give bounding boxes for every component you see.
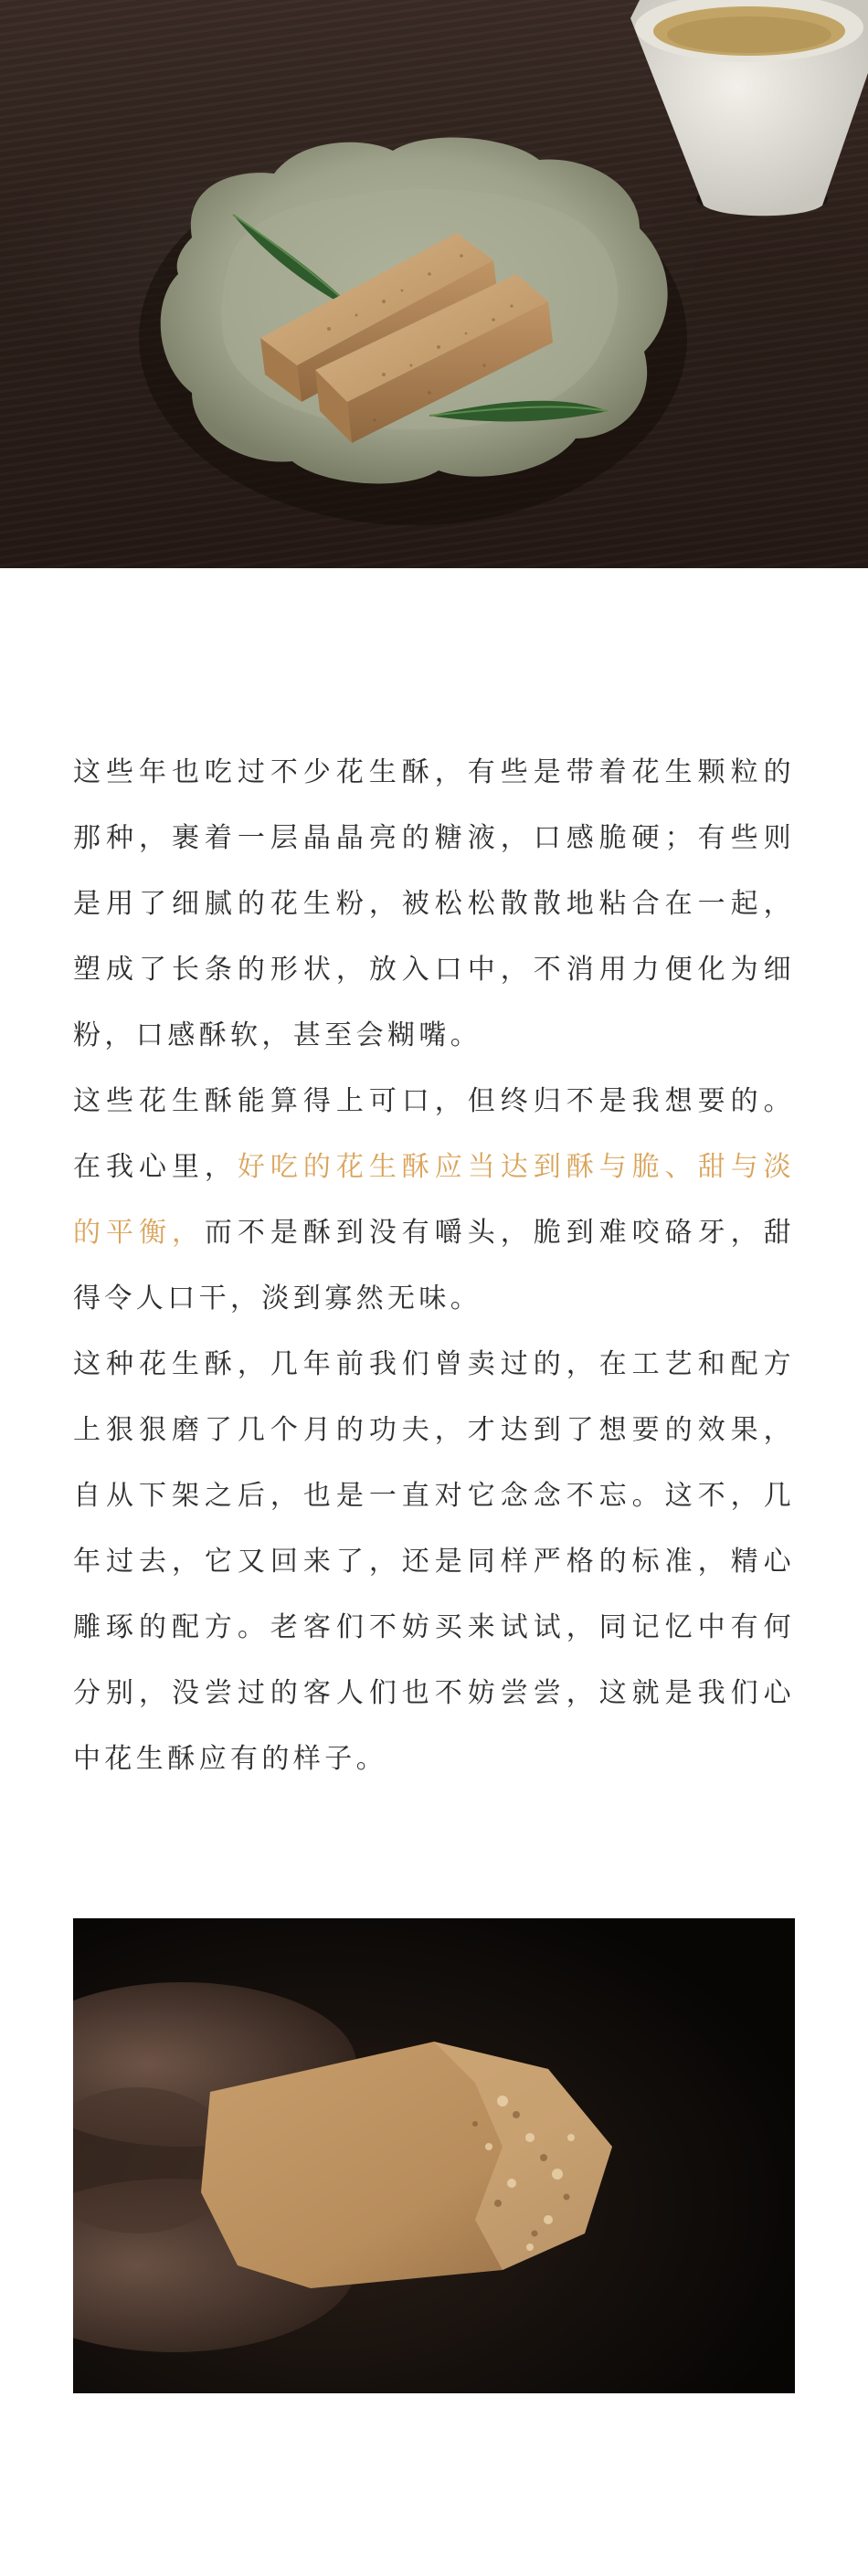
paragraph-2-highlight: 好吃的花生酥应当达到酥与脆、甜与淡的平衡， [73, 1151, 795, 1249]
hero-photo-peanut-cakes [0, 0, 868, 568]
paragraph-1: 这些年也吃过不少花生酥，有些是带着花生颗粒的那种，裹着一层晶晶亮的糖液，口感脆硬；有些则是用了细腻的花生粉，被松松散散地粘合在一起，塑成了长条的形状，放入口中，不消用力便化为细粉，口感酥软，甚至会糊嘴。 [73, 756, 795, 1051]
paragraph-2-lead: 这些花生酥能算得上可口，但终归不是我想要的。在我心里， [73, 1085, 795, 1183]
paragraph-2 [73, 1069, 795, 1332]
tea-cup [630, 0, 868, 216]
article-body [73, 740, 795, 1792]
paragraph-2-tail: 而不是酥到没有嚼头，脆到难咬硌牙，甜得令人口干，淡到寡然无味。 [73, 1217, 795, 1314]
paragraph-3: 这种花生酥，几年前我们曾卖过的，在工艺和配方上狠狠磨了几个月的功夫，才达到了想要的效果，自从下架之后，也是一直对它念念不忘。这不，几年过去，它又回来了，还是同样严格的标准，精心雕琢的配方。老客们不妨买来试试，同记忆中有何分别，没尝过的客人们也不妨尝尝，这就是我们心中花生酥应有的样子。 [73, 1348, 795, 1775]
closeup-photo-peanut-cake [73, 1918, 795, 2393]
